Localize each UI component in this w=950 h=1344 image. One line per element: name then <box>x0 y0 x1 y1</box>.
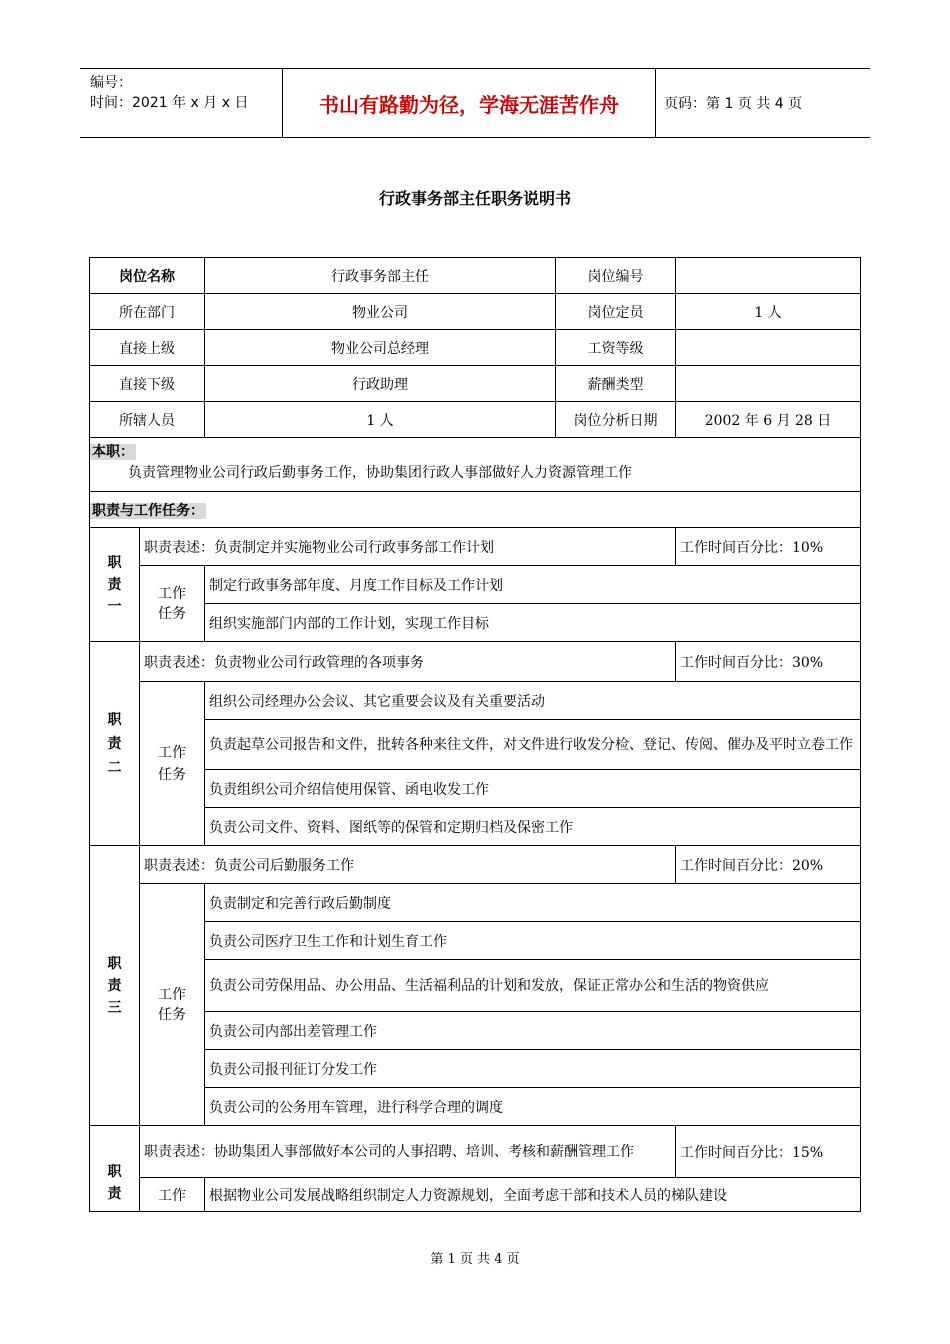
responsibility-desc-row <box>90 528 861 566</box>
work-task-label: 工作任务 <box>140 682 205 846</box>
document-title: 行政事务部主任职务说明书 <box>378 189 571 208</box>
work-task-label: 工作任务 <box>140 566 205 642</box>
duty-label: 本职： <box>92 444 134 460</box>
info-key: 工资等级 <box>556 330 676 366</box>
responsibility-label: 职责二 <box>90 642 140 846</box>
info-key: 岗位编号 <box>556 258 676 294</box>
info-key: 岗位分析日期 <box>556 402 676 438</box>
info-value: 物业公司总经理 <box>205 330 556 366</box>
task-row <box>90 1012 861 1050</box>
task-item: 负责公司劳保用品、办公用品、生活福利品的计划和发放，保证正常办公和生活的物资供应 <box>205 960 861 1012</box>
task-item: 根据物业公司发展战略组织制定人力资源规划，全面考虑干部和技术人员的梯队建设 <box>205 1178 861 1212</box>
info-value <box>676 366 861 402</box>
page-header <box>80 68 870 138</box>
tasks-header-row <box>90 492 861 528</box>
task-item: 负责制定和完善行政后勤制度 <box>205 884 861 922</box>
info-value: 2002 年 6 月 28 日 <box>676 402 861 438</box>
work-task-label: 工作 <box>140 1178 205 1212</box>
time-percent: 工作时间百分比：30% <box>676 642 861 682</box>
task-item: 组织实施部门内部的工作计划，实现工作目标 <box>205 604 861 642</box>
task-item: 组织公司经理办公会议、其它重要会议及有关重要活动 <box>205 682 861 720</box>
time-percent: 工作时间百分比：20% <box>676 846 861 884</box>
info-row <box>90 294 861 330</box>
responsibility-desc: 职责表述：协助集团人事部做好本公司的人事招聘、培训、考核和薪酬管理工作 <box>140 1126 676 1178</box>
task-row <box>90 1088 861 1126</box>
info-value <box>676 258 861 294</box>
responsibility-desc: 职责表述：负责公司后勤服务工作 <box>140 846 676 884</box>
info-row <box>90 402 861 438</box>
responsibility-desc: 职责表述：负责物业公司行政管理的各项事务 <box>140 642 676 682</box>
job-description-table <box>89 257 861 1212</box>
motto: 书山有路勤为径，学海无涯苦作舟 <box>282 69 656 137</box>
responsibility-desc-row <box>90 1126 861 1178</box>
info-value: 物业公司 <box>205 294 556 330</box>
task-row <box>90 1050 861 1088</box>
number-label: 编号： <box>90 75 132 91</box>
task-item: 负责公司医疗卫生工作和计划生育工作 <box>205 922 861 960</box>
responsibility-label: 职责一 <box>90 528 140 642</box>
task-row <box>90 604 861 642</box>
duty-text: 负责管理物业公司行政后勤事务工作，协助集团行政人事部做好人力资源管理工作 <box>128 465 632 481</box>
responsibility-desc-row <box>90 642 861 682</box>
task-row <box>90 682 861 720</box>
responsibility-label: 职责三 <box>90 846 140 1126</box>
task-row <box>90 808 861 846</box>
info-value: 1 人 <box>676 294 861 330</box>
info-row <box>90 366 861 402</box>
time-percent: 工作时间百分比：10% <box>676 528 861 566</box>
time-percent: 工作时间百分比：15% <box>676 1126 861 1178</box>
task-item: 负责公司报刊征订分发工作 <box>205 1050 861 1088</box>
info-value: 1 人 <box>205 402 556 438</box>
task-row <box>90 566 861 604</box>
task-row <box>90 720 861 770</box>
info-value: 行政事务部主任 <box>205 258 556 294</box>
task-item: 负责公司的公务用车管理，进行科学合理的调度 <box>205 1088 861 1126</box>
info-key: 岗位定员 <box>556 294 676 330</box>
task-row <box>90 884 861 922</box>
info-key: 直接下级 <box>90 366 205 402</box>
task-item: 负责公司文件、资料、图纸等的保管和定期归档及保密工作 <box>205 808 861 846</box>
info-key: 所在部门 <box>90 294 205 330</box>
duty-cell <box>90 438 861 492</box>
duty-row <box>90 438 861 492</box>
tasks-label: 职责与工作任务： <box>92 502 204 519</box>
info-value <box>676 330 861 366</box>
time-label: 时间：2021 年 x 月 x 日 <box>90 95 249 111</box>
task-row <box>90 960 861 1012</box>
task-row <box>90 1178 861 1212</box>
page-code: 页码：第 1 页 共 4 页 <box>664 96 803 112</box>
task-row <box>90 770 861 808</box>
task-item: 负责组织公司介绍信使用保管、函电收发工作 <box>205 770 861 808</box>
responsibility-label: 职责 <box>90 1126 140 1212</box>
responsibility-desc-row <box>90 846 861 884</box>
page-footer: 第 1 页 共 4 页 <box>430 1252 520 1267</box>
info-key: 薪酬类型 <box>556 366 676 402</box>
responsibility-desc: 职责表述：负责制定并实施物业公司行政事务部工作计划 <box>140 528 676 566</box>
info-row <box>90 330 861 366</box>
info-key: 岗位名称 <box>90 258 205 294</box>
task-item: 负责公司内部出差管理工作 <box>205 1012 861 1050</box>
info-row <box>90 258 861 294</box>
info-key: 所辖人员 <box>90 402 205 438</box>
task-item: 制定行政事务部年度、月度工作目标及工作计划 <box>205 566 861 604</box>
work-task-label: 工作任务 <box>140 884 205 1126</box>
info-value: 行政助理 <box>205 366 556 402</box>
info-key: 直接上级 <box>90 330 205 366</box>
task-item: 负责起草公司报告和文件，批转各种来往文件，对文件进行收发分检、登记、传阅、催办及平时立卷工作 <box>205 720 861 770</box>
header-meta <box>80 69 282 137</box>
task-row <box>90 922 861 960</box>
